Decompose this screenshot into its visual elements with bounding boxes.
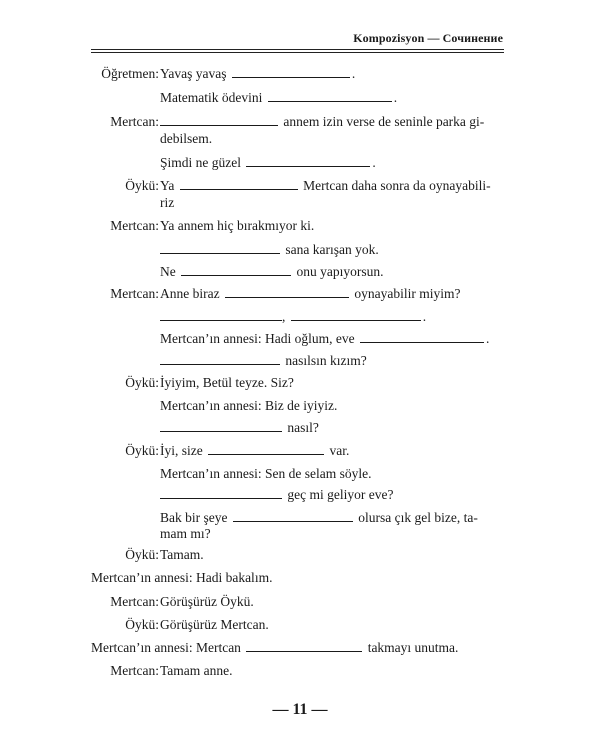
- line-text: İyi, size: [160, 443, 203, 458]
- line-text: nasıl?: [287, 420, 319, 435]
- fill-blank: [160, 420, 282, 432]
- line-text: Mertcan’ın annesi: Hadi oğlum, eve: [160, 331, 355, 346]
- dialogue-line: [160, 309, 426, 325]
- fill-blank: [233, 510, 353, 522]
- speaker-label: Mertcan:: [110, 286, 159, 301]
- dialogue-line: [160, 90, 397, 106]
- line-text: Ya: [160, 178, 175, 193]
- fill-blank: [181, 264, 291, 276]
- header-rule: [91, 49, 504, 53]
- line-text: riz: [160, 195, 175, 210]
- line-text: oynayabilir miyim?: [354, 286, 461, 301]
- fill-blank: [160, 309, 282, 321]
- line-text: Tamam anne.: [160, 663, 233, 678]
- dialogue-line: [91, 640, 458, 656]
- speaker-label: Mertcan:: [110, 218, 159, 233]
- line-text: .: [422, 309, 427, 324]
- speaker-label: Mertcan:: [110, 594, 159, 609]
- dialogue-line: [160, 663, 233, 679]
- page-number: — 11 —: [272, 701, 328, 718]
- line-text: Bak bir şeye: [160, 510, 228, 525]
- line-text: var.: [329, 443, 350, 458]
- line-text: Mertcan’ın annesi: Hadi bakalım.: [91, 570, 273, 585]
- line-text: geç mi geliyor eve?: [287, 487, 394, 502]
- line-text: olursa çık gel bize, ta-: [358, 510, 478, 525]
- dialogue-line: [160, 114, 484, 130]
- line-text: mam mı?: [160, 526, 211, 541]
- dialogue-line: [160, 286, 460, 302]
- dialogue-line: [160, 526, 211, 542]
- line-text: onu yapıyorsun.: [296, 264, 384, 279]
- line-text: Görüşürüz Öykü.: [160, 594, 254, 609]
- line-text: Mertcan’ın annesi: Biz de iyiyiz.: [160, 398, 338, 413]
- dialogue-line: [160, 242, 379, 258]
- fill-blank: [246, 640, 362, 652]
- dialogue-line: [160, 487, 393, 503]
- speaker-label: Öykü:: [125, 375, 159, 390]
- dialogue-line: [160, 594, 254, 610]
- speaker-label: Öykü:: [125, 178, 159, 193]
- speaker-label: Öğretmen:: [101, 66, 159, 81]
- dialogue-line: [160, 398, 337, 414]
- fill-blank: [246, 155, 370, 167]
- dialogue-line: [160, 510, 478, 526]
- line-text: İyiyim, Betül teyze. Siz?: [160, 375, 294, 390]
- fill-blank: [160, 242, 280, 254]
- line-text: .: [485, 331, 490, 346]
- speaker-label: Öykü:: [125, 617, 159, 632]
- dialogue-line: [160, 353, 367, 369]
- running-header: Kompozisyon — Сочинение: [353, 31, 503, 45]
- line-text: Mertcan daha sonra da oynayabili-: [303, 178, 491, 193]
- dialogue-line: [160, 264, 384, 280]
- speaker-label: Mertcan:: [110, 663, 159, 678]
- line-text: Ya annem hiç bırakmıyor ki.: [160, 218, 315, 233]
- fill-blank: [291, 309, 421, 321]
- dialogue-line: [160, 375, 294, 391]
- speaker-label: Öykü:: [125, 547, 159, 562]
- speaker-label: Öykü:: [125, 443, 159, 458]
- line-text: Görüşürüz Mertcan.: [160, 617, 269, 632]
- line-text: Matematik ödevini: [160, 90, 263, 105]
- dialogue-line: [160, 617, 269, 633]
- dialogue-line: [91, 570, 272, 586]
- dialogue-line: [160, 178, 491, 194]
- line-text: .: [372, 155, 376, 170]
- dialogue-line: [160, 420, 319, 436]
- line-text: Tamam.: [160, 547, 204, 562]
- line-text: .: [393, 90, 398, 105]
- dialogue-line: [160, 547, 204, 563]
- line-text: .: [351, 66, 356, 81]
- line-text: ,: [282, 309, 286, 324]
- fill-blank: [208, 443, 324, 455]
- line-text: sana karışan yok.: [285, 242, 379, 257]
- dialogue-line: [160, 443, 349, 459]
- line-text: debilsem.: [160, 131, 213, 146]
- fill-blank: [160, 114, 278, 126]
- line-text: Mertcan’ın annesi: Mertcan: [91, 640, 241, 655]
- line-text: Mertcan’ın annesi: Sen de selam söyle.: [160, 466, 372, 481]
- fill-blank: [360, 331, 484, 343]
- line-text: annem izin verse de seninle parka gi-: [283, 114, 485, 129]
- dialogue-line: [160, 195, 174, 211]
- dialogue-line: [160, 131, 212, 147]
- line-text: nasılsın kızım?: [285, 353, 367, 368]
- line-text: takmayı unutma.: [367, 640, 459, 655]
- line-text: Şimdi ne güzel: [160, 155, 241, 170]
- dialogue-line: [160, 66, 355, 82]
- dialogue-line: [160, 466, 371, 482]
- fill-blank: [160, 353, 280, 365]
- speaker-label: Mertcan:: [110, 114, 159, 129]
- dialogue-line: [160, 155, 376, 171]
- fill-blank: [268, 90, 392, 102]
- line-text: Ne: [160, 264, 176, 279]
- line-text: Yavaş yavaş: [160, 66, 227, 81]
- dialogue-line: [160, 331, 489, 347]
- fill-blank: [232, 66, 350, 78]
- dialogue-line: [160, 218, 314, 234]
- fill-blank: [225, 286, 349, 298]
- line-text: Anne biraz: [160, 286, 220, 301]
- fill-blank: [160, 487, 282, 499]
- fill-blank: [180, 178, 298, 190]
